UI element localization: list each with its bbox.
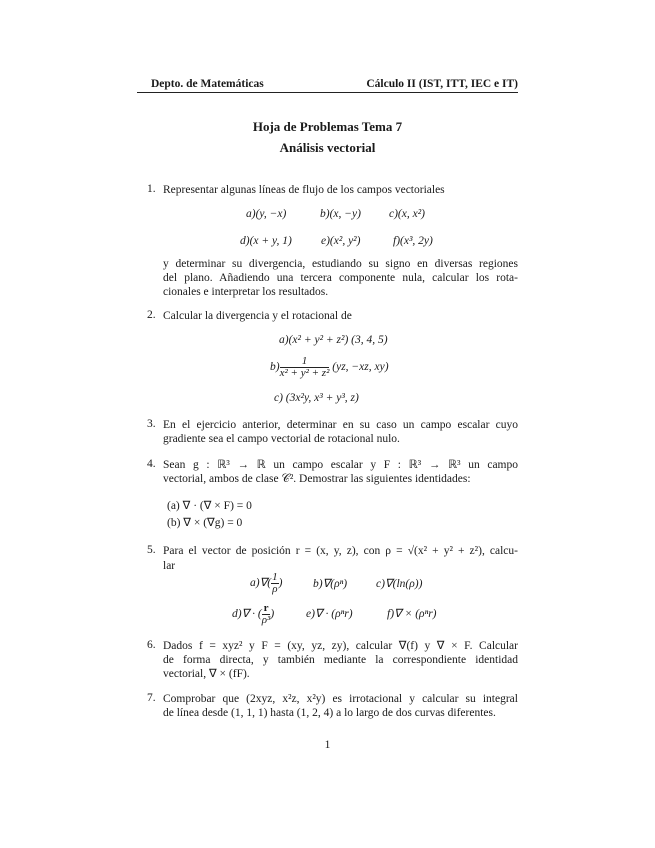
problem-4-sub-b: (b) ∇ × (∇g) = 0 bbox=[167, 517, 243, 529]
problem-1-text-1: y determinar su divergencia, estudiando su signo en diversas regiones bbox=[163, 258, 518, 270]
problem-6-number: 6. bbox=[147, 639, 156, 651]
problem-1-item-d: d)(x + y, 1) bbox=[240, 235, 292, 247]
problem-4-text-2: vectorial, ambos de clase 𝒞². Demostrar las siguientes identidades: bbox=[163, 473, 471, 485]
problem-1-text-3: cionales e interpretar los resultados. bbox=[163, 286, 329, 298]
problem-5-line-1: Para el vector de posición r = (x, y, z), con ρ = √(x² + y² + z²), calcu- bbox=[163, 545, 518, 557]
problem-1-item-f: f)(x³, 2y) bbox=[393, 235, 433, 247]
problem-5-item-a-label: a)∇( bbox=[250, 577, 272, 590]
title-line-1: Hoja de Problemas Tema 7 bbox=[252, 119, 403, 134]
problem-5-item-d bbox=[232, 603, 274, 626]
problem-2-intro: Calcular la divergencia y el rotacional de bbox=[163, 310, 352, 322]
problem-1-item-e: e)(x², y²) bbox=[321, 235, 361, 247]
fraction-numerator: 1 bbox=[280, 356, 330, 368]
header-right: Cálculo II (IST, ITT, IEC e IT) bbox=[366, 78, 518, 90]
problem-1-item-b: b)(x, −y) bbox=[320, 208, 361, 220]
page-number: 1 bbox=[324, 739, 331, 751]
header-rule bbox=[137, 92, 518, 93]
problem-3-text-2: gradiente sea el campo vectorial de rotacional nulo. bbox=[163, 433, 400, 445]
fraction-denominator: ρ bbox=[272, 583, 278, 595]
fraction-denominator: ρ³ bbox=[261, 614, 271, 626]
problem-7-number: 7. bbox=[147, 692, 156, 704]
problem-5-item-d-close: ) bbox=[270, 608, 275, 621]
problem-7-text-2: de línea desde (1, 1, 1) hasta (1, 2, 4) a lo largo de dos curvas diferentes. bbox=[163, 707, 496, 719]
problem-4-sub-a: (a) ∇ · (∇ × F) = 0 bbox=[167, 500, 252, 512]
problem-2-item-a: a)(x² + y² + z²) (3, 4, 5) bbox=[279, 334, 388, 346]
header-left: Depto. de Matemáticas bbox=[151, 78, 264, 90]
fraction-denominator: x² + y² + z² bbox=[279, 367, 330, 379]
problem-6-text-3: vectorial, ∇ × (fF). bbox=[163, 668, 250, 680]
problem-5-line-2: lar bbox=[163, 560, 176, 572]
problem-1-item-c: c)(x, x²) bbox=[389, 208, 425, 220]
problem-5-number: 5. bbox=[147, 544, 156, 556]
problem-5-item-a-close: ) bbox=[278, 577, 283, 590]
problem-6-text-1: Dados f = xyz² y F = (xy, yz, zy), calcular ∇(f) y ∇ × F. Calcular bbox=[163, 640, 518, 652]
problem-2-item-b bbox=[270, 356, 389, 379]
problem-5-item-a bbox=[250, 572, 282, 595]
problem-1-text-2: del plano. Añadiendo una tercera componente nula, calcular los rota- bbox=[163, 272, 518, 284]
problem-6-text-2: de forma directa, y también mediante la correspondiente identidad bbox=[163, 654, 518, 666]
problem-4-number: 4. bbox=[147, 458, 156, 470]
problem-5-a-fraction bbox=[271, 572, 279, 595]
problem-3-text-1: En el ejercicio anterior, determinar en su caso un campo escalar cuyo bbox=[163, 419, 518, 431]
problem-5-item-b: b)∇(ρⁿ) bbox=[313, 578, 348, 590]
problem-5-item-c: c)∇(ln(ρ)) bbox=[376, 578, 423, 590]
problem-1-number: 1. bbox=[147, 183, 156, 195]
problem-2-item-c: c) (3x²y, x³ + y³, z) bbox=[274, 392, 359, 404]
problem-7-text-1: Comprobar que (2xyz, x²z, x²y) es irrotacional y calcular su integral bbox=[163, 693, 518, 705]
problem-5-item-f: f)∇ × (ρⁿr) bbox=[387, 608, 437, 620]
problem-3-number: 3. bbox=[147, 418, 156, 430]
problem-4-text-1: Sean g : ℝ³ → ℝ un campo escalar y F : ℝ³ → ℝ³ un campo bbox=[163, 459, 518, 471]
problem-5-item-d-label: d)∇ · ( bbox=[232, 608, 262, 621]
title-line-2: Análisis vectorial bbox=[279, 140, 376, 155]
problem-2-item-b-vector: (yz, −xz, xy) bbox=[332, 361, 389, 374]
problem-2-item-b-label: b) bbox=[270, 361, 280, 374]
problem-2-number: 2. bbox=[147, 309, 156, 321]
problem-5-item-e: e)∇ · (ρⁿr) bbox=[306, 608, 353, 620]
fraction-numerator: 1 bbox=[272, 571, 278, 583]
problem-1-intro: Representar algunas líneas de flujo de los campos vectoriales bbox=[163, 184, 445, 196]
problem-2-fraction bbox=[280, 356, 330, 379]
fraction-numerator: r bbox=[263, 602, 269, 614]
problem-1-item-a: a)(y, −x) bbox=[246, 208, 287, 220]
